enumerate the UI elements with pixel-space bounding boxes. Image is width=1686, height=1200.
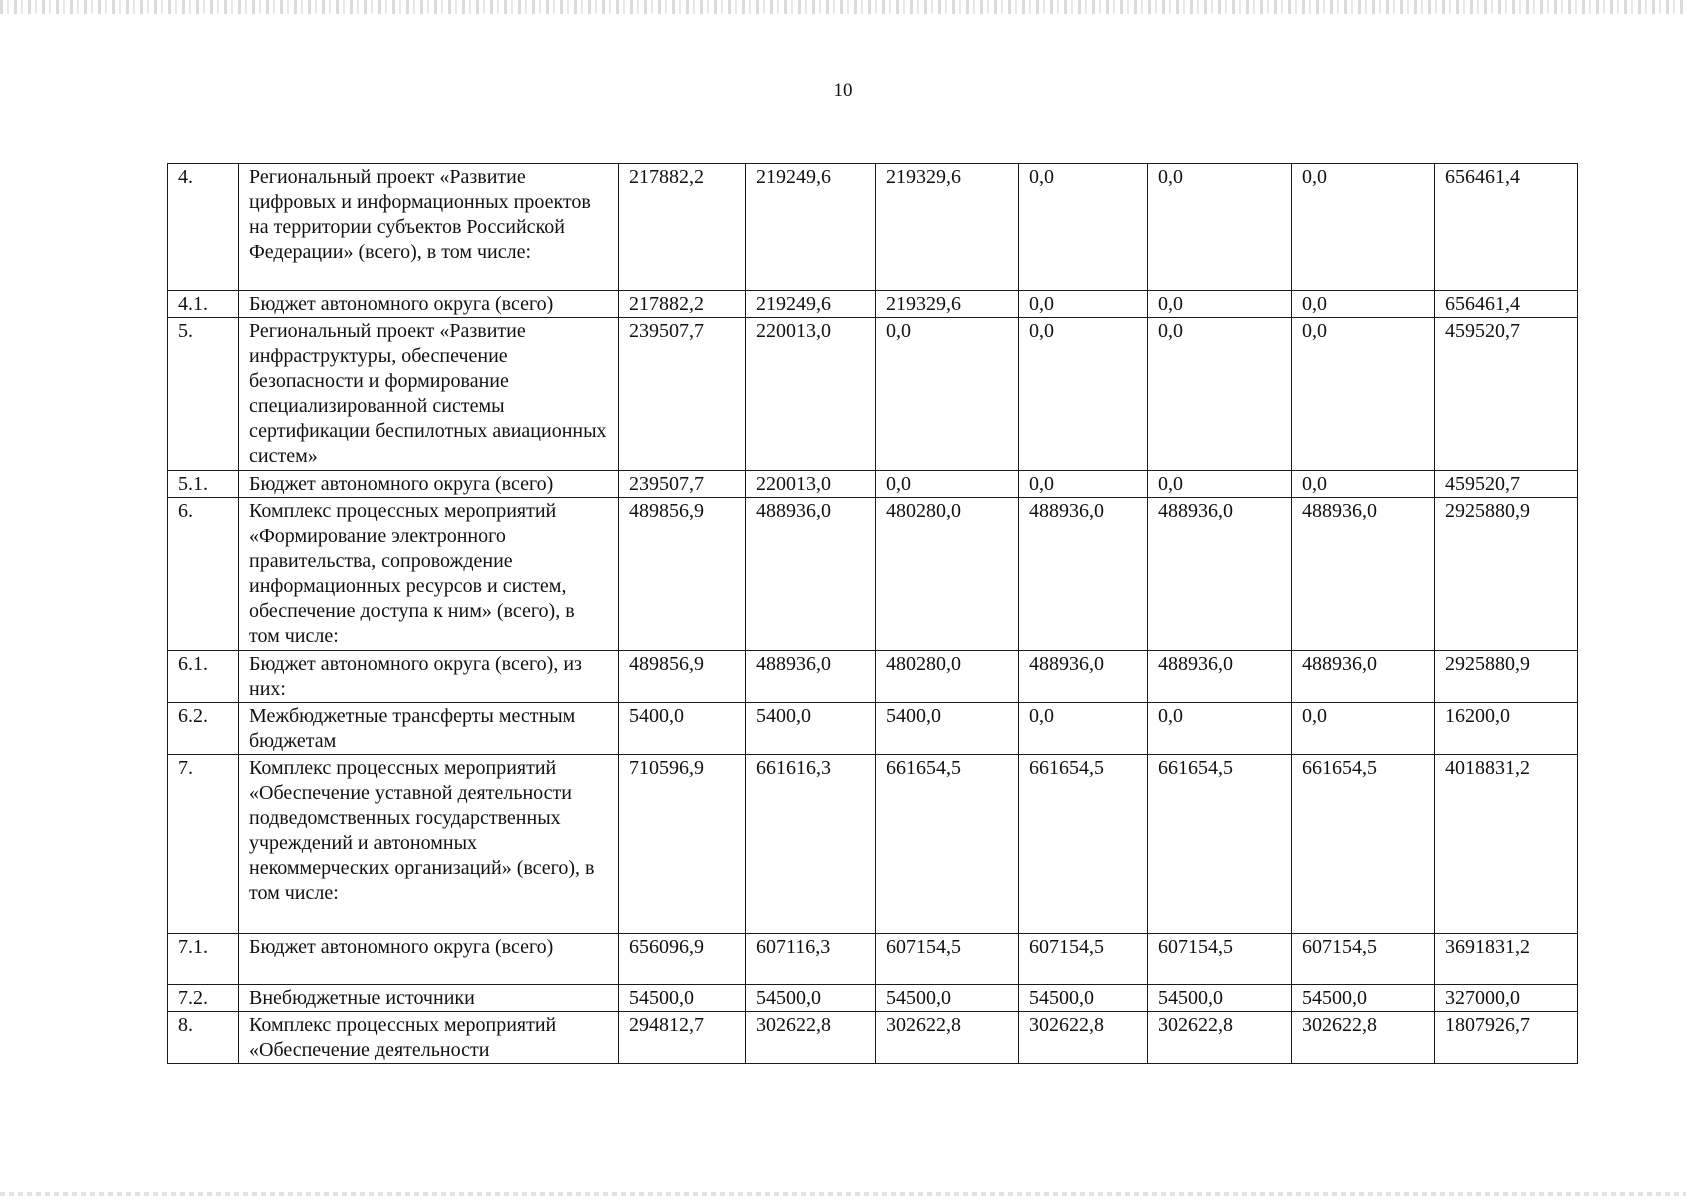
value-cell: 302622,8 <box>876 1012 1019 1064</box>
value-cell: 0,0 <box>1148 318 1292 471</box>
value-cell: 219249,6 <box>746 291 876 318</box>
row-number: 5.1. <box>168 471 239 498</box>
row-title: Бюджет автономного округа (всего) <box>239 291 619 318</box>
table-row <box>168 703 1578 755</box>
value-cell: 488936,0 <box>1148 498 1292 651</box>
value-cell: 0,0 <box>1019 471 1148 498</box>
value-cell: 661654,5 <box>1292 755 1435 934</box>
row-title: Бюджет автономного округа (всего), из них: <box>239 651 619 703</box>
value-cell: 488936,0 <box>1292 498 1435 651</box>
value-cell: 0,0 <box>876 471 1019 498</box>
value-cell: 220013,0 <box>746 318 876 471</box>
value-cell: 302622,8 <box>1148 1012 1292 1064</box>
total-cell: 4018831,2 <box>1435 755 1578 934</box>
value-cell: 607154,5 <box>1148 934 1292 985</box>
row-number: 6.2. <box>168 703 239 755</box>
total-cell: 2925880,9 <box>1435 651 1578 703</box>
total-cell: 327000,0 <box>1435 985 1578 1012</box>
row-number: 7.2. <box>168 985 239 1012</box>
value-cell: 54500,0 <box>876 985 1019 1012</box>
value-cell: 5400,0 <box>746 703 876 755</box>
value-cell: 54500,0 <box>746 985 876 1012</box>
value-cell: 488936,0 <box>1019 651 1148 703</box>
value-cell: 54500,0 <box>619 985 746 1012</box>
value-cell: 488936,0 <box>1019 498 1148 651</box>
value-cell: 488936,0 <box>1292 651 1435 703</box>
row-title: Внебюджетные источники <box>239 985 619 1012</box>
value-cell: 0,0 <box>1292 703 1435 755</box>
value-cell: 0,0 <box>1292 471 1435 498</box>
table-row <box>168 651 1578 703</box>
value-cell: 488936,0 <box>746 651 876 703</box>
value-cell: 607116,3 <box>746 934 876 985</box>
value-cell: 661654,5 <box>876 755 1019 934</box>
value-cell: 54500,0 <box>1019 985 1148 1012</box>
value-cell: 54500,0 <box>1292 985 1435 1012</box>
value-cell: 661654,5 <box>1019 755 1148 934</box>
value-cell: 0,0 <box>1292 291 1435 318</box>
value-cell: 0,0 <box>1019 703 1148 755</box>
value-cell: 0,0 <box>1148 703 1292 755</box>
row-number: 4.1. <box>168 291 239 318</box>
value-cell: 54500,0 <box>1148 985 1292 1012</box>
value-cell: 0,0 <box>1148 164 1292 291</box>
value-cell: 217882,2 <box>619 164 746 291</box>
row-title: Комплекс процессных мероприятий «Обеспечение уставной деятельности подведомственных государственных учреждений и автономных некоммерческих организаций» (всего), в том числе: <box>239 755 619 934</box>
value-cell: 489856,9 <box>619 651 746 703</box>
value-cell: 0,0 <box>1292 318 1435 471</box>
total-cell: 1807926,7 <box>1435 1012 1578 1064</box>
value-cell: 661654,5 <box>1148 755 1292 934</box>
row-number: 6.1. <box>168 651 239 703</box>
value-cell: 219249,6 <box>746 164 876 291</box>
value-cell: 656096,9 <box>619 934 746 985</box>
total-cell: 2925880,9 <box>1435 498 1578 651</box>
table-row <box>168 985 1578 1012</box>
value-cell: 0,0 <box>1292 164 1435 291</box>
page-number: 10 <box>833 80 853 101</box>
value-cell: 0,0 <box>1019 164 1148 291</box>
value-cell: 302622,8 <box>746 1012 876 1064</box>
row-title: Бюджет автономного округа (всего) <box>239 471 619 498</box>
table-body <box>168 164 1578 1064</box>
value-cell: 294812,7 <box>619 1012 746 1064</box>
value-cell: 239507,7 <box>619 471 746 498</box>
value-cell: 489856,9 <box>619 498 746 651</box>
table-row <box>168 318 1578 471</box>
value-cell: 217882,2 <box>619 291 746 318</box>
row-title: Комплекс процессных мероприятий «Формирование электронного правительства, сопровождение информационных ресурсов и систем, обеспечение доступа к ним» (всего), в том числе: <box>239 498 619 651</box>
total-cell: 3691831,2 <box>1435 934 1578 985</box>
table-row <box>168 164 1578 291</box>
value-cell: 488936,0 <box>746 498 876 651</box>
table-row <box>168 291 1578 318</box>
row-number: 4. <box>168 164 239 291</box>
value-cell: 661616,3 <box>746 755 876 934</box>
table-row <box>168 934 1578 985</box>
value-cell: 480280,0 <box>876 651 1019 703</box>
row-title: Комплекс процессных мероприятий «Обеспечение деятельности <box>239 1012 619 1064</box>
table-row <box>168 1012 1578 1064</box>
table-row <box>168 471 1578 498</box>
value-cell: 607154,5 <box>1019 934 1148 985</box>
value-cell: 219329,6 <box>876 164 1019 291</box>
row-number: 5. <box>168 318 239 471</box>
row-title: Бюджет автономного округа (всего) <box>239 934 619 985</box>
scan-edge-top <box>0 0 1686 14</box>
value-cell: 302622,8 <box>1292 1012 1435 1064</box>
value-cell: 0,0 <box>1019 318 1148 471</box>
row-title: Межбюджетные трансферты местным бюджетам <box>239 703 619 755</box>
total-cell: 459520,7 <box>1435 318 1578 471</box>
value-cell: 5400,0 <box>876 703 1019 755</box>
row-title: Региональный проект «Развитие инфраструктуры, обеспечение безопасности и формирование специализированной системы сертификации беспилотных авиационных систем» <box>239 318 619 471</box>
total-cell: 656461,4 <box>1435 291 1578 318</box>
table-row <box>168 498 1578 651</box>
total-cell: 16200,0 <box>1435 703 1578 755</box>
value-cell: 607154,5 <box>1292 934 1435 985</box>
budget-table <box>167 163 1578 1064</box>
row-number: 8. <box>168 1012 239 1064</box>
value-cell: 488936,0 <box>1148 651 1292 703</box>
total-cell: 656461,4 <box>1435 164 1578 291</box>
value-cell: 302622,8 <box>1019 1012 1148 1064</box>
value-cell: 0,0 <box>876 318 1019 471</box>
row-number: 6. <box>168 498 239 651</box>
table-row <box>168 755 1578 934</box>
row-number: 7.1. <box>168 934 239 985</box>
value-cell: 5400,0 <box>619 703 746 755</box>
scan-edge-bottom <box>0 1192 1686 1196</box>
value-cell: 220013,0 <box>746 471 876 498</box>
value-cell: 710596,9 <box>619 755 746 934</box>
value-cell: 480280,0 <box>876 498 1019 651</box>
value-cell: 239507,7 <box>619 318 746 471</box>
value-cell: 0,0 <box>1148 291 1292 318</box>
total-cell: 459520,7 <box>1435 471 1578 498</box>
value-cell: 0,0 <box>1019 291 1148 318</box>
row-number: 7. <box>168 755 239 934</box>
row-title: Региональный проект «Развитие цифровых и информационных проектов на территории субъектов Российской Федерации» (всего), в том числе: <box>239 164 619 291</box>
value-cell: 219329,6 <box>876 291 1019 318</box>
value-cell: 607154,5 <box>876 934 1019 985</box>
value-cell: 0,0 <box>1148 471 1292 498</box>
